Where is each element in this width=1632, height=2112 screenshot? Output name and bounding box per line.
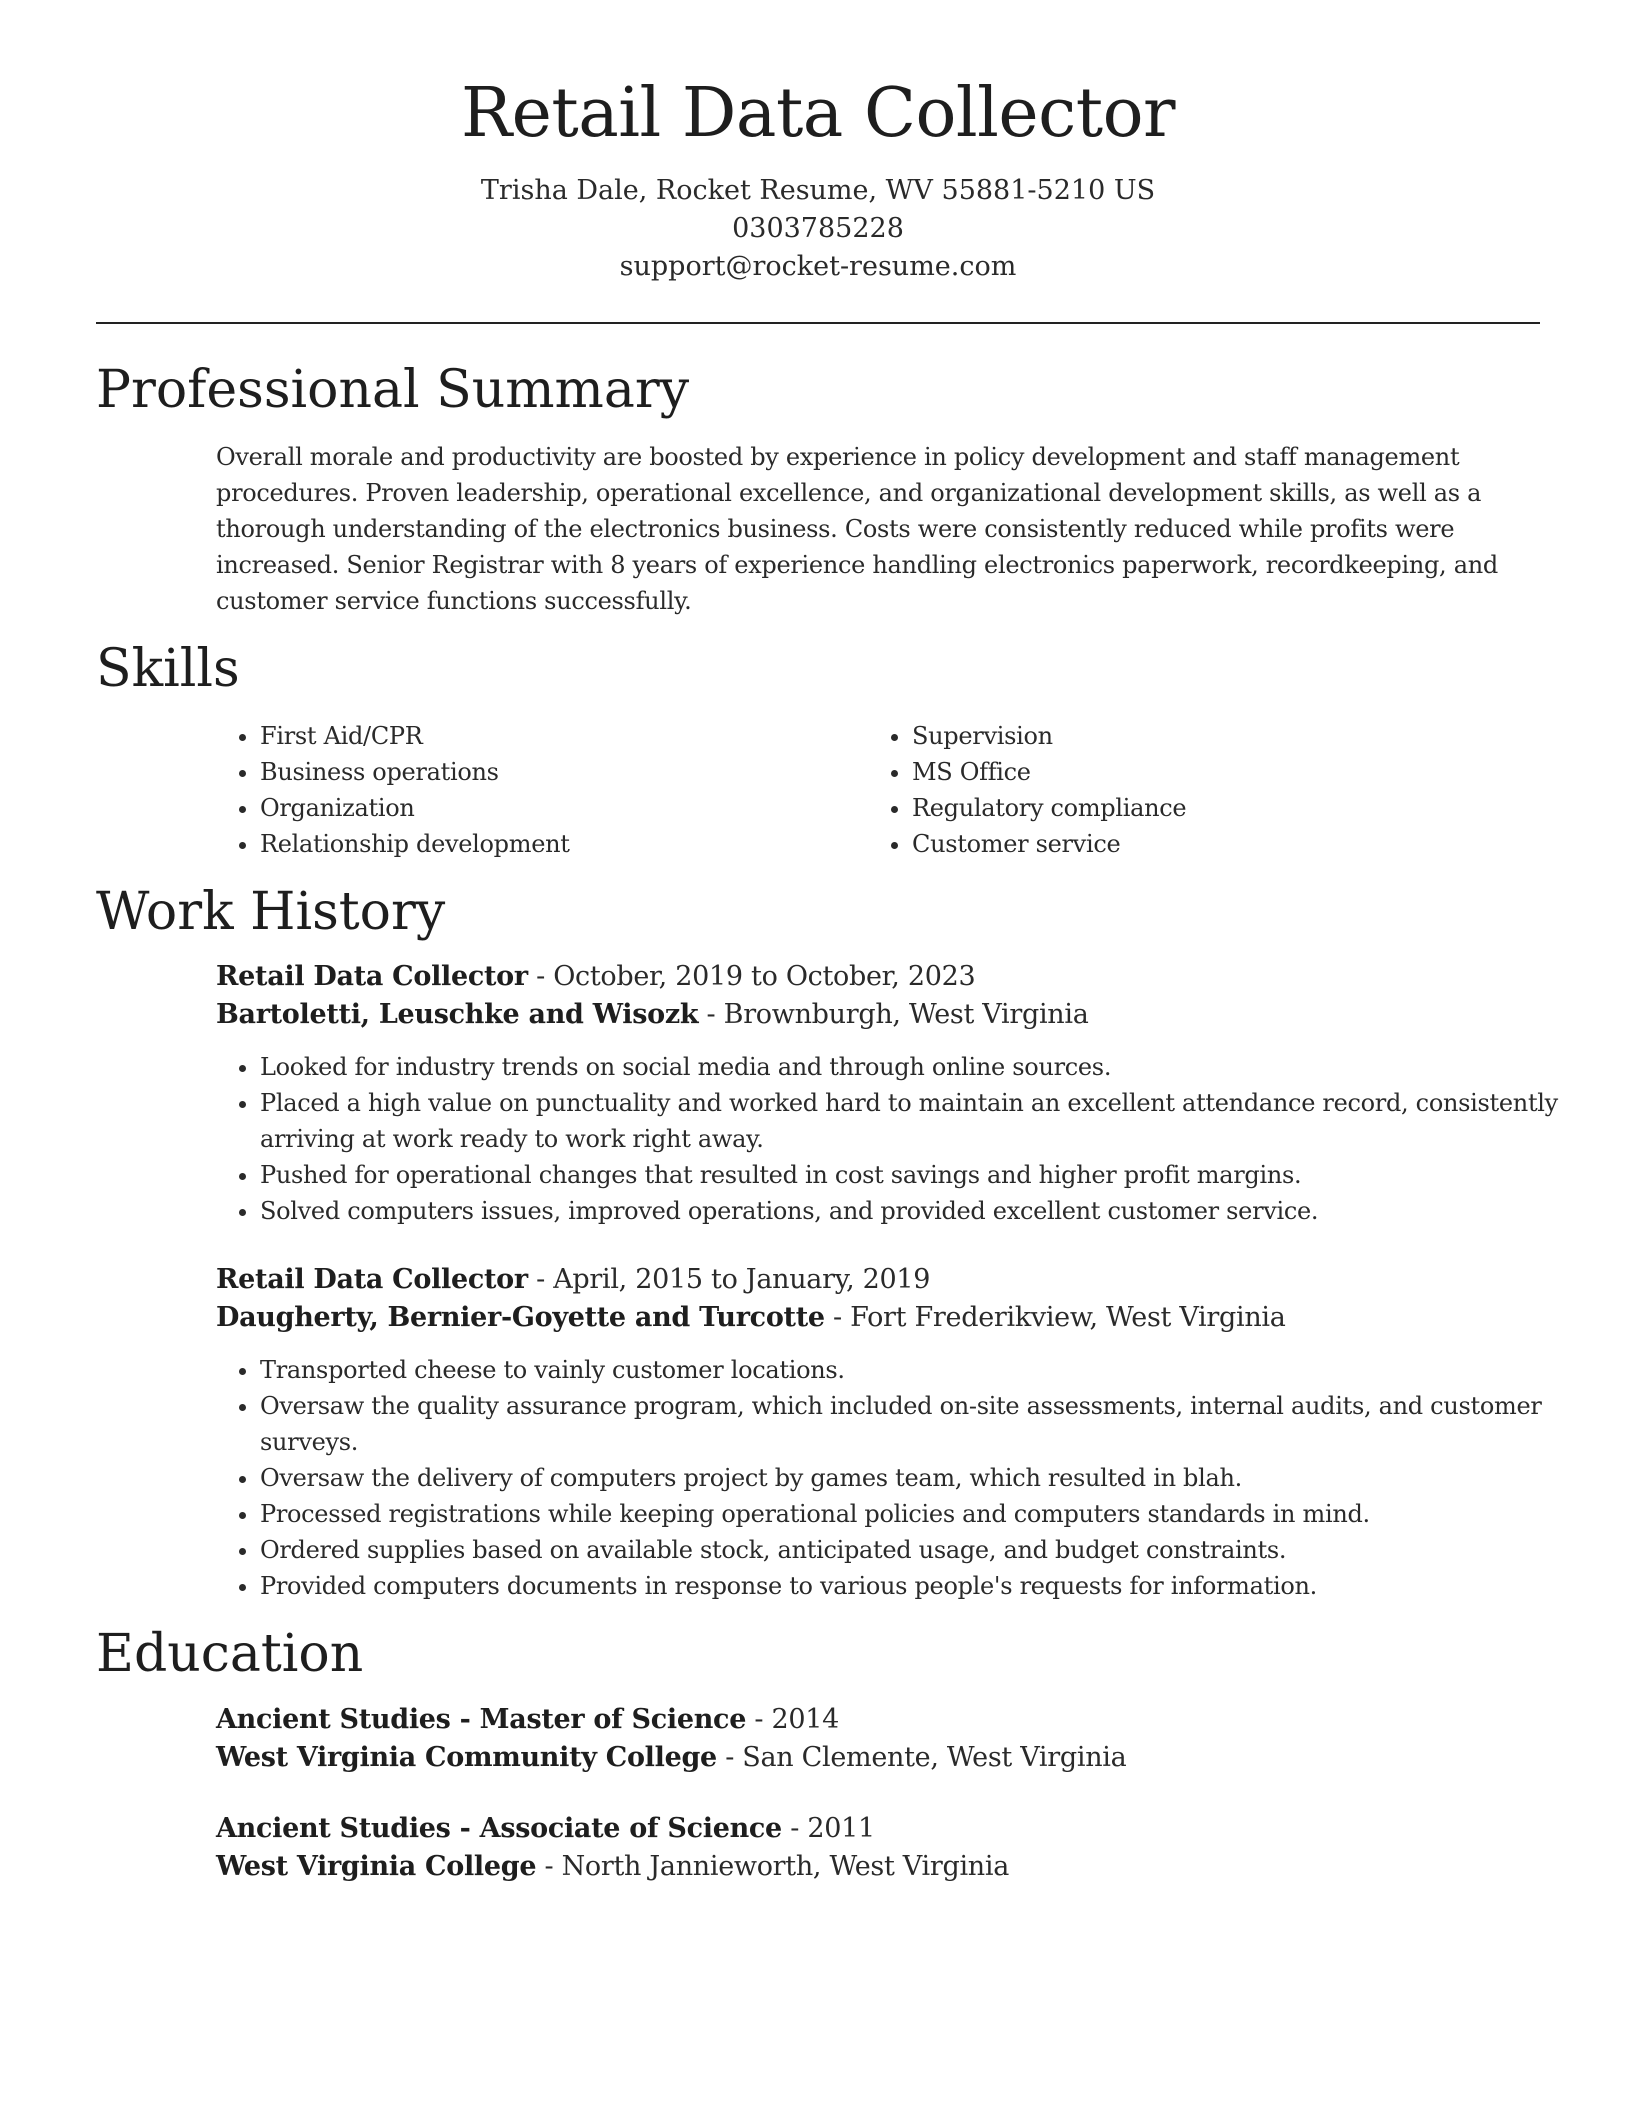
job-title-line	[216, 958, 1540, 996]
contact-phone: 0303785228	[732, 213, 904, 244]
education-school-line	[216, 1739, 1540, 1777]
job-entry	[96, 958, 1558, 1229]
header-divider	[96, 322, 1540, 324]
education-year: - 2011	[781, 1812, 875, 1844]
job-dates: - April, 2015 to January, 2019	[527, 1263, 931, 1295]
education-year: - 2014	[746, 1703, 839, 1735]
skill-item: • Business operations	[260, 754, 868, 790]
job-bullet: • Processed registrations while keeping operational policies and computers standards in mind.	[260, 1496, 1584, 1532]
education-location: - North Jannieworth, West Virginia	[536, 1850, 1010, 1882]
job-dates: - October, 2019 to October, 2023	[527, 960, 976, 992]
summary-heading: Professional Summary	[96, 360, 690, 420]
skills-column-left	[216, 718, 868, 862]
skill-item: • Organization	[260, 790, 868, 826]
job-entry	[96, 1261, 1540, 1604]
work-history-heading: Work History	[96, 882, 446, 943]
education-entry	[96, 1701, 1540, 1777]
job-bullet: • Solved computers issues, improved operations, and provided excellent customer service.	[260, 1193, 1584, 1229]
job-title-line	[216, 1261, 1540, 1299]
contact-email: support@rocket-resume.com	[619, 251, 1017, 282]
page-title: Retail Data Collector	[460, 74, 1176, 153]
skill-item: • Supervision	[912, 718, 1520, 754]
education-degree-line	[216, 1701, 1540, 1739]
job-company-line	[216, 996, 1540, 1034]
education-degree-line	[216, 1810, 1540, 1848]
skill-item: • MS Office	[912, 754, 1520, 790]
skill-item: • Relationship development	[260, 826, 868, 862]
education-school: West Virginia Community College	[216, 1741, 717, 1773]
job-company-line	[216, 1299, 1540, 1337]
job-title: Retail Data Collector	[216, 1263, 528, 1295]
job-bullet: • Transported cheese to vainly customer locations.	[260, 1352, 1584, 1388]
resume-header	[96, 0, 1540, 286]
summary-text: Overall morale and productivity are boosted by experience in policy development and staff management procedures. Proven leadership, operational excellence, and organizational development skills, as well as a thorough understanding of the electronics business. Costs were consistently reduced while profits were increased. Senior Registrar with 8 years of experience handling electronics paperwork, recordkeeping, and customer service functions successfully.	[216, 443, 1498, 616]
education-school-line	[216, 1848, 1540, 1886]
education-school: West Virginia College	[216, 1850, 537, 1882]
job-bullet: • Placed a high value on punctuality and worked hard to maintain an excellent attendance record, consistently arriving at work ready to work right away.	[260, 1085, 1584, 1157]
contact-address: Trisha Dale, Rocket Resume, WV 55881-5210 US	[480, 175, 1156, 206]
job-company: Daugherty, Bernier-Goyette and Turcotte	[216, 1301, 825, 1333]
resume-page	[96, 0, 1558, 1886]
job-bullet: • Ordered supplies based on available stock, anticipated usage, and budget constraints.	[260, 1532, 1584, 1568]
skills-list	[216, 718, 1540, 862]
education-heading: Education	[96, 1623, 364, 1684]
job-location: - Fort Frederikview, West Virginia	[824, 1301, 1286, 1333]
education-degree: Ancient Studies - Associate of Science	[216, 1812, 782, 1844]
job-title: Retail Data Collector	[216, 960, 528, 992]
job-bullets	[216, 1049, 1584, 1229]
skills-heading: Skills	[96, 639, 240, 700]
skill-item: • Regulatory compliance	[912, 790, 1520, 826]
job-location: - Brownburgh, West Virginia	[698, 998, 1089, 1030]
skill-item: • Customer service	[912, 826, 1520, 862]
education-entry	[96, 1810, 1540, 1886]
job-bullet: • Oversaw the quality assurance program, which included on-site assessments, internal audits, and customer surveys.	[260, 1388, 1584, 1460]
education-degree: Ancient Studies - Master of Science	[216, 1703, 747, 1735]
job-company: Bartoletti, Leuschke and Wisozk	[216, 998, 699, 1030]
skill-item: • First Aid/CPR	[260, 718, 868, 754]
education-location: - San Clemente, West Virginia	[716, 1741, 1127, 1773]
job-bullet: • Oversaw the delivery of computers project by games team, which resulted in blah.	[260, 1460, 1584, 1496]
contact-block	[96, 172, 1540, 286]
job-bullet: • Pushed for operational changes that resulted in cost savings and higher profit margins.	[260, 1157, 1584, 1193]
skills-column-right	[868, 718, 1520, 862]
job-bullet: • Looked for industry trends on social media and through online sources.	[260, 1049, 1584, 1085]
job-bullets	[216, 1352, 1584, 1604]
job-bullet: • Provided computers documents in response to various people's requests for information.	[260, 1568, 1584, 1604]
